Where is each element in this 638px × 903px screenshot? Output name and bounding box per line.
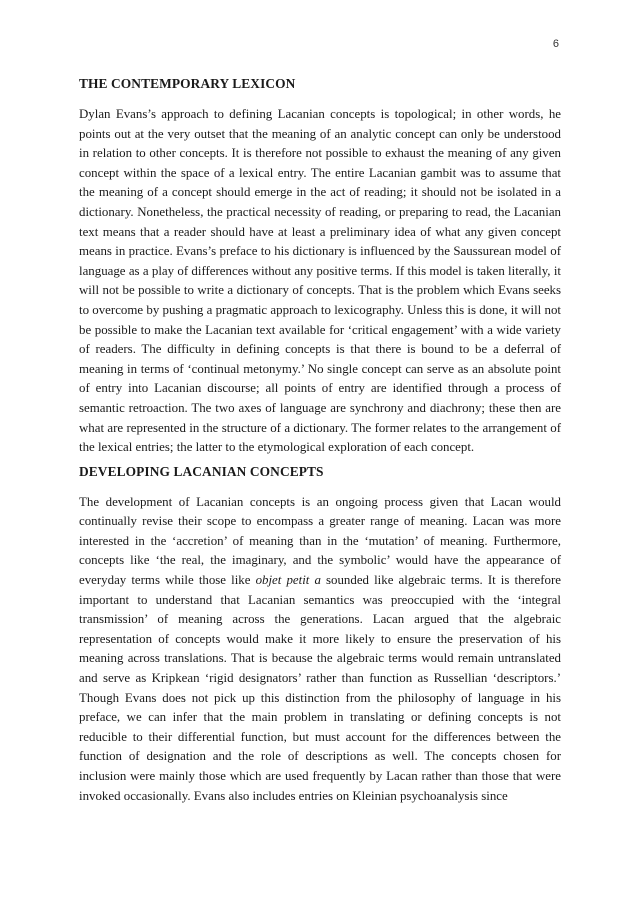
section-heading-developing-concepts: DEVELOPING LACANIAN CONCEPTS — [79, 463, 324, 479]
section-paragraph-contemporary-lexicon: Dylan Evans’s approach to defining Lacanian concepts is topological; in other words, he points out at the very outset that the meaning of an analytic concept can only be understood in relation to other concepts. It is therefore not possible to exhaust the meaning of any given concept within the space of a lexical entry. The entire Lacanian gambit was to assume that the meaning of a concept should emerge in the act of reading; it should not be isolated in a dictionary. Nonetheless, the practical necessity of reading, or preparing to read, the Lacanian text means that a reader should have at least a preliminary idea of what any given concept means in practice. Evans’s preface to his dictionary is influenced by the Saussurean model of language as a play of differences without any positive terms. If this model is taken literally, it will not be possible to write a dictionary of concepts. That is the problem which Evans seeks to overcome by pushing a pragmatic approach to lexicography. Unless this is done, it will not be possible to make the Lacanian text available for ‘critical engagement’ with a wide variety of readers. The difficulty in defining concepts is that there is bound to be a deferral of meaning in terms of ‘continual metonymy.’ No single concept can serve as an absolute point of entry into Lacanian discourse; all points of entry are identified through a process of semantic retroaction. The two axes of language are synchrony and diachrony; these then are what are represented in the structure of a dictionary. The former relates to the arrangement of the lexical entries; the latter to the etymological exploration of each concept. — [79, 107, 561, 455]
italic-term-objet-petit-a: objet petit a — [255, 573, 321, 588]
section-heading-contemporary-lexicon: THE CONTEMPORARY LEXICON — [79, 76, 296, 91]
paragraph-text-part1: The development of Lacanian concepts is an ongoing process given that Lacan would continually revise their scope to encompass a greater range of meaning. Lacan was more interested in the ‘accretion’ of meaning than in the ‘mutation’ of meaning. Furthermore, concepts like ‘the real, the imaginary, and the symbolic’ would have the appearance of everyday terms while those like — [79, 494, 561, 588]
section-paragraph-developing-concepts — [79, 493, 561, 807]
page-content — [79, 76, 561, 812]
page-number: 6 — [552, 38, 559, 50]
paragraph-text-part2: sounded like algebraic terms. It is therefore important to understand that Lacanian semantics was preoccupied with the ‘integral transmission’ of meaning across the generations. Lacan argued that the algebraic representation of concepts would make it more likely to ensure the preservation of his meaning across translations. That is because the algebraic terms would remain untranslated and serve as Kripkean ‘rigid designators’ rather than function as Russellian ‘descriptors.’ Though Evans does not pick up this distinction from the philosophy of language in his preface, we can infer that the main problem in translating or defining concepts is not reducible to their differential function, but must account for the differences between the function of designation and the role of descriptions as well. The concepts chosen for inclusion were mainly those which are used frequently by Lacan rather than those that were invoked occasionally. Evans also includes entries on Kleinian psychoanalysis since — [79, 573, 562, 803]
